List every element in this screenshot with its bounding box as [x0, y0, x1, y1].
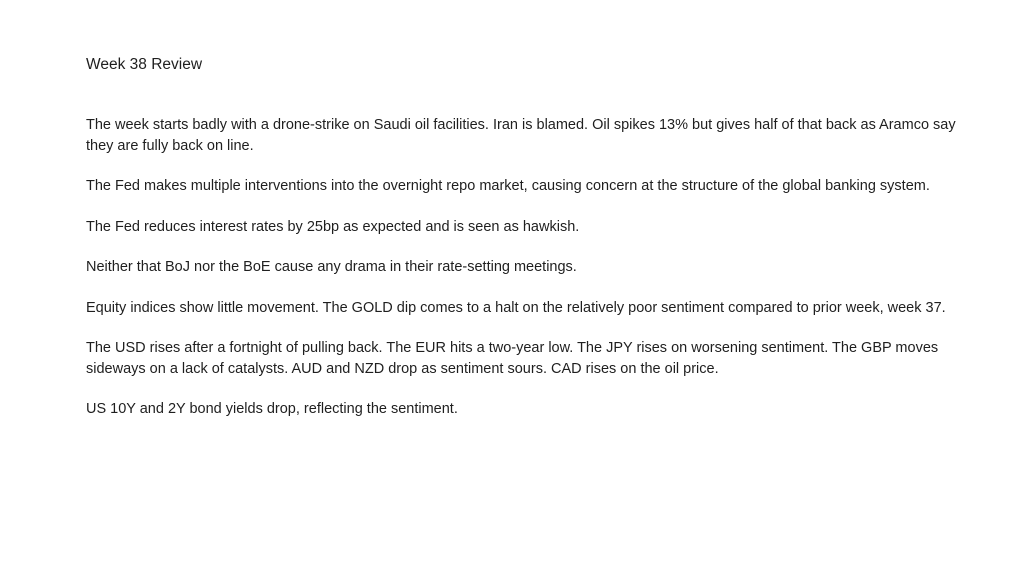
paragraph-equity-gold: Equity indices show little movement. The GOLD dip comes to a halt on the relatively poor sentiment compared to prior week, week 37. — [86, 299, 946, 316]
paragraph-bond-yields: US 10Y and 2Y bond yields drop, reflecting the sentiment. — [86, 401, 458, 417]
paragraph-boj-boe: Neither that BoJ nor the BoE cause any drama in their rate-setting meetings. — [86, 259, 577, 275]
slide-title: Week 38 Review — [86, 56, 203, 73]
paragraph-fed-repo: The Fed makes multiple interventions into the overnight repo market, causing concern at the structure of the global banking system. — [86, 178, 930, 194]
paragraph-oil-strike: The week starts badly with a drone-strike on Saudi oil facilities. Iran is blamed. Oil spikes 13% but gives half of that back as Aramco say they are fully back on line. — [86, 117, 956, 154]
slide-body — [86, 115, 966, 440]
paragraph-currencies: The USD rises after a fortnight of pulling back. The EUR hits a two-year low. The JPY rises on worsening sentiment. The GBP moves sideways on a lack of catalysts. AUD and NZD drop as sentiment sours. CAD rises on the oil price. — [86, 340, 939, 377]
paragraph-fed-rates: The Fed reduces interest rates by 25bp as expected and is seen as hawkish. — [86, 218, 580, 235]
